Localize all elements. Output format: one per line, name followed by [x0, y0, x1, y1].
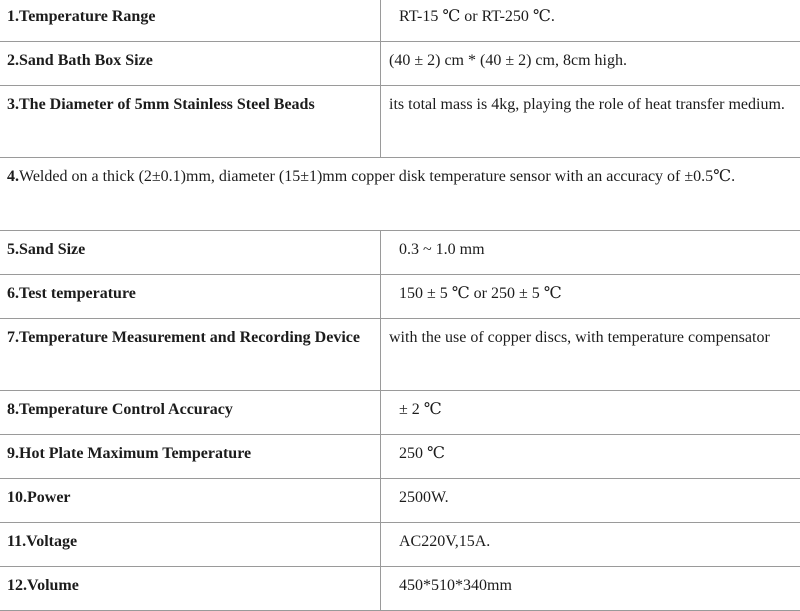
spec-value: AC220V,15A. [381, 523, 800, 567]
spec-value: its total mass is 4kg, playing the role of heat transfer medium. [381, 86, 800, 158]
spec-value: 250 ℃ [381, 435, 800, 479]
spec-value: (40 ± 2) cm * (40 ± 2) cm, 8cm high. [381, 42, 800, 86]
spec-value: ± 2 ℃ [381, 391, 800, 435]
table-row [0, 523, 800, 567]
table-row [0, 86, 800, 158]
table-row [0, 275, 800, 319]
spec-label: 8.Temperature Control Accuracy [0, 391, 381, 435]
spec-label: 2.Sand Bath Box Size [0, 42, 381, 86]
spec-label: 10.Power [0, 479, 381, 523]
spec-label: 3.The Diameter of 5mm Stainless Steel Beads [0, 86, 381, 158]
spec-value: 150 ± 5 ℃ or 250 ± 5 ℃ [381, 275, 800, 319]
spec-text: Welded on a thick (2±0.1)mm, diameter (15±1)mm copper disk temperature sensor with an accuracy of ±0.5℃. [19, 168, 735, 185]
table-row [0, 158, 800, 231]
spec-value: 0.3 ~ 1.0 mm [381, 231, 800, 275]
spec-label: 9.Hot Plate Maximum Temperature [0, 435, 381, 479]
table-row [0, 435, 800, 479]
spec-label: 12.Volume [0, 567, 381, 611]
table-row [0, 319, 800, 391]
spec-label: 5.Sand Size [0, 231, 381, 275]
spec-label: 11.Voltage [0, 523, 381, 567]
table-row [0, 231, 800, 275]
table-row [0, 391, 800, 435]
spec-label: 6.Test temperature [0, 275, 381, 319]
table-row [0, 567, 800, 611]
spec-label: 7.Temperature Measurement and Recording Device [0, 319, 381, 391]
table-row [0, 0, 800, 42]
spec-value: with the use of copper discs, with temperature compensator [381, 319, 800, 391]
table-row [0, 479, 800, 523]
spec-value: RT-15 ℃ or RT-250 ℃. [381, 0, 800, 42]
spec-label: 1.Temperature Range [0, 0, 381, 42]
spec-value: 450*510*340mm [381, 567, 800, 611]
table-row [0, 42, 800, 86]
spec-full-row: 4.Welded on a thick (2±0.1)mm, diameter (15±1)mm copper disk temperature sensor with an accuracy of ±0.5℃. [0, 158, 800, 231]
spec-value: 2500W. [381, 479, 800, 523]
